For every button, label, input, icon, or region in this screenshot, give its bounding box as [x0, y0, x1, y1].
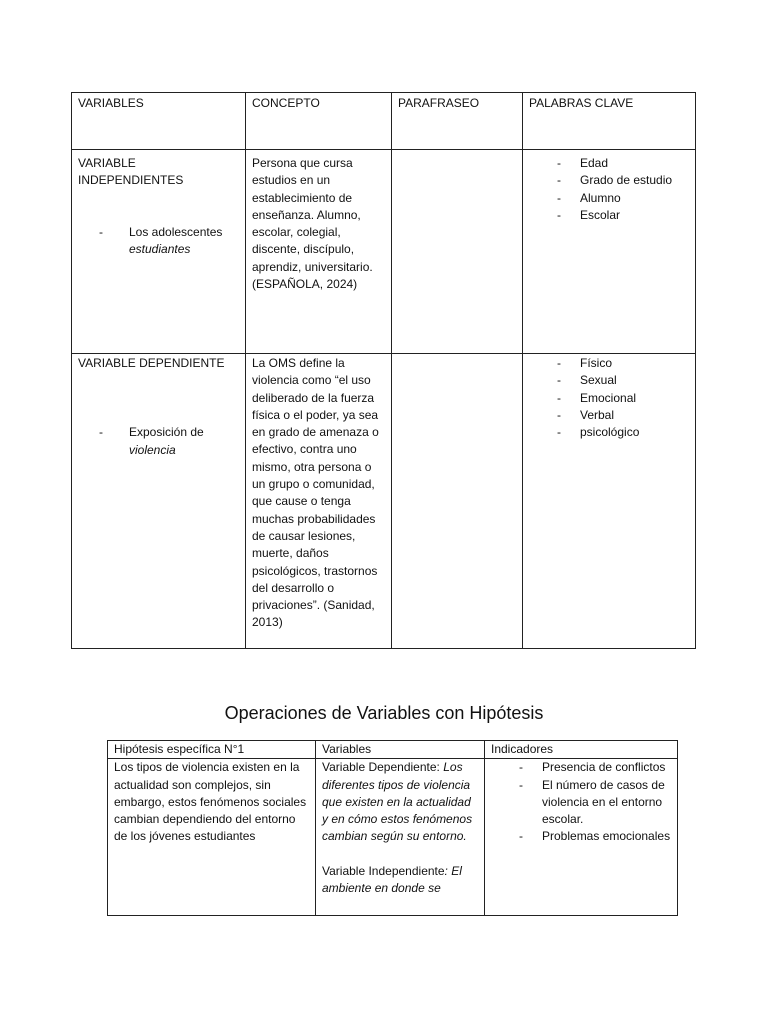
list-item: - Escolar — [557, 207, 621, 222]
cell-variable-dependent — [72, 354, 246, 649]
table-header-row — [72, 93, 696, 150]
header-concepto: CONCEPTO — [246, 93, 392, 150]
variable-dependent-text: Variable Dependiente: Los diferentes tipos de violencia que existen en la actualidad y en cómo estos fenómenos cambian según su entorno. — [322, 760, 473, 844]
list-item: - Alumno — [557, 190, 621, 205]
dash-bullet: - — [99, 224, 103, 239]
variable-item — [99, 424, 239, 459]
list-item: - Grado de estudio — [557, 173, 673, 188]
variable-item-text: Los adolescentes — [129, 224, 223, 239]
variable-item-text: Exposición de — [129, 425, 204, 440]
list-item: - Sexual — [557, 373, 617, 388]
cell-hypothesis: Los tipos de violencia existen en la actualidad son complejos, sin embargo, estos fenómenos sociales cambian dependiendo del entorno de los jóvenes estudiantes — [108, 759, 316, 916]
cell-concept: Persona que cursa estudios en un establecimiento de enseñanza. Alumno, escolar, colegial, discente, discípulo, aprendiz, universitario. (ESPAÑOLA, 2024) — [246, 150, 392, 354]
cell-keywords — [523, 354, 696, 649]
variables-table — [71, 92, 696, 649]
list-item: - El número de casos de violencia en el entorno escolar. — [519, 777, 665, 827]
section-title: Operaciones de Variables con Hipótesis — [224, 703, 544, 723]
table-header-row — [108, 741, 678, 759]
cell-variable-independent — [72, 150, 246, 354]
list-item: - psicológico — [557, 425, 640, 440]
header-indicadores: Indicadores — [485, 741, 678, 759]
list-item: - Verbal — [557, 407, 615, 422]
hypothesis-table — [107, 740, 678, 916]
cell-variables — [316, 759, 485, 916]
header-variables: Variables — [316, 741, 485, 759]
cell-parafraseo — [392, 354, 523, 649]
table-row-dependent — [72, 354, 696, 649]
cell-indicators — [485, 759, 678, 916]
header-variables: VARIABLES — [72, 93, 246, 150]
cell-keywords — [523, 150, 696, 354]
cell-concept: La OMS define la violencia como “el uso deliberado de la fuerza física o el poder, ya sea en grado de amenaza o efectivo, contra uno mismo, otra persona o un grupo o comunidad, que cause o tenga muchas probabilidades de causar lesiones, muerte, daños psicológicos, trastornos del desarrollo o privaciones”. (Sanidad, 2013) — [246, 354, 392, 649]
list-item: - Problemas emocionales — [519, 829, 671, 844]
list-item: - Físico — [557, 356, 613, 370]
variable-title: VARIABLE INDEPENDIENTES — [78, 156, 184, 188]
table-row — [108, 759, 678, 916]
dash-bullet: - — [99, 425, 103, 440]
variable-item-emphasis: violencia — [129, 442, 176, 457]
variable-item — [99, 224, 239, 259]
table-row-independent — [72, 150, 696, 354]
list-item: - Edad — [557, 156, 609, 170]
variable-independent-text: Variable Independiente: El ambiente en donde se — [322, 863, 462, 896]
cell-parafraseo — [392, 150, 523, 354]
list-item: - Presencia de conflictos — [519, 760, 666, 775]
header-hipotesis: Hipótesis específica N°1 — [108, 741, 316, 759]
header-palabras-clave: PALABRAS CLAVE — [523, 93, 696, 150]
list-item: - Emocional — [557, 390, 637, 405]
variable-title: VARIABLE DEPENDIENTE — [78, 356, 225, 370]
variable-item-emphasis: estudiantes — [129, 241, 191, 256]
header-parafraseo: PARAFRASEO — [392, 93, 523, 150]
